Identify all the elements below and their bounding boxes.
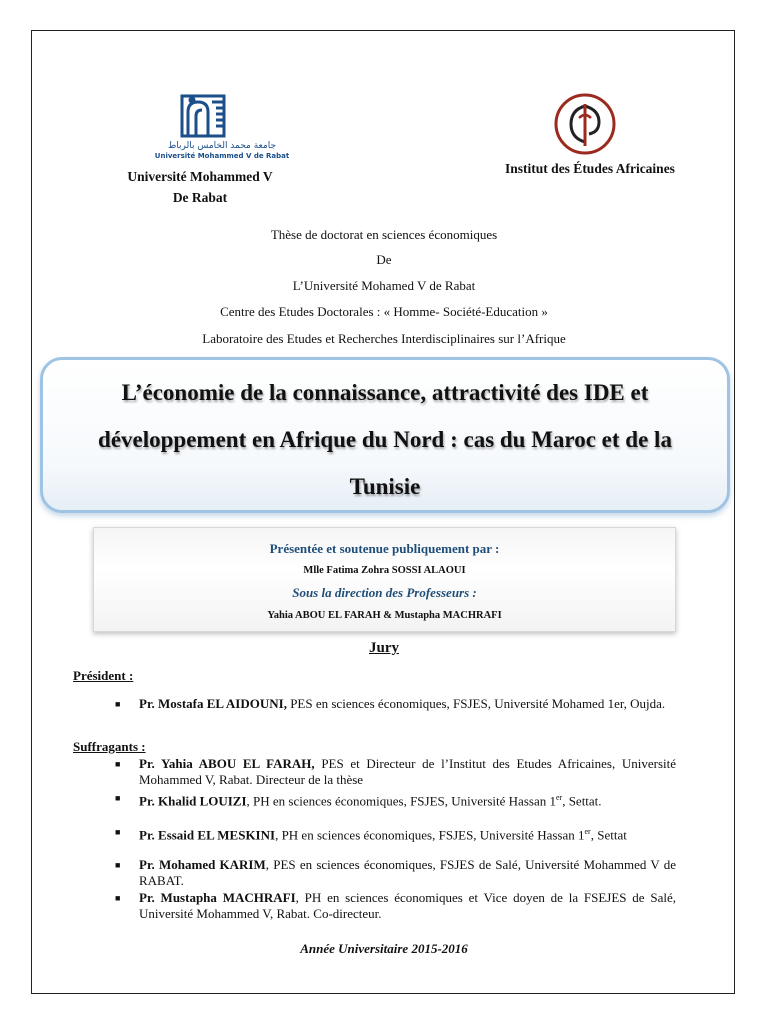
academic-year: Année Universitaire 2015-2016 bbox=[300, 941, 468, 956]
jury-title: Jury bbox=[369, 640, 399, 656]
member-desc: , PH en sciences économiques, FSJES, Université Hassan 1 bbox=[246, 793, 556, 809]
bullet-icon: ■ bbox=[115, 860, 121, 870]
institute-name: Institut des Études Africaines bbox=[505, 161, 675, 176]
member-desc: PES et Directeur de l’Institut des Etudes Africaines, Université Mohammed V, Rabat. Directeur de la thèse bbox=[139, 756, 677, 787]
member-desc: , PES en sciences économiques, FSJES de Salé, Université Mohammed V de RABAT. bbox=[139, 857, 676, 888]
thesis-type: Thèse de doctorat en sciences économiques bbox=[270, 227, 498, 242]
thesis-title-line3: Tunisie bbox=[349, 474, 421, 499]
directors-names: Yahia ABOU EL FARAH & Mustapha MACHRAFI bbox=[267, 610, 502, 621]
member-sup: er bbox=[584, 827, 591, 836]
member-name: Pr. Khalid LOUIZI bbox=[139, 793, 247, 809]
member-name: Pr. Mustapha MACHRAFI bbox=[139, 890, 296, 905]
thesis-de: De bbox=[376, 252, 392, 267]
university-name-line2: De Rabat bbox=[172, 190, 228, 205]
bullet-icon: ■ bbox=[115, 793, 121, 803]
suffragants-label: Suffragants : bbox=[73, 739, 146, 754]
thesis-title-line1: L’économie de la connaissance, attractivité des IDE et bbox=[121, 380, 649, 405]
presented-label: Présentée et soutenue publiquement par : bbox=[269, 541, 500, 556]
member-name: Pr. Mostafa EL AIDOUNI, bbox=[139, 696, 287, 711]
bullet-icon: ■ bbox=[115, 699, 121, 709]
bullet-icon: ■ bbox=[115, 759, 121, 769]
member-name: Pr. Yahia ABOU EL FARAH, bbox=[139, 756, 315, 771]
member-desc: , PH en sciences économiques et Vice doyen de la FSEJES de Salé, Université Mohammed V, Rabat. Co-directeur. bbox=[139, 890, 676, 921]
university-logo-arabic: جامعة محمد الخامس بالرباط bbox=[167, 141, 277, 151]
jury-member bbox=[117, 790, 676, 809]
bullet-icon: ■ bbox=[115, 893, 121, 903]
doctoral-center: Centre des Etudes Doctorales : « Homme- Société-Education » bbox=[220, 304, 548, 319]
thesis-title-box bbox=[40, 357, 730, 513]
jury-member bbox=[117, 824, 676, 843]
member-sup: er bbox=[555, 793, 563, 802]
thesis-title-line2: développement en Afrique du Nord : cas du Maroc et de la bbox=[98, 427, 672, 452]
jury-member-president bbox=[117, 696, 676, 712]
presentation-box bbox=[93, 527, 676, 632]
university-logo bbox=[154, 92, 290, 162]
jury-member bbox=[117, 890, 676, 922]
member-desc-end: , Settat bbox=[590, 827, 627, 843]
president-label: Président : bbox=[73, 668, 134, 683]
jury-member bbox=[117, 756, 676, 788]
bullet-icon: ■ bbox=[115, 827, 121, 837]
university-name-line1: Université Mohammed V bbox=[127, 169, 273, 184]
member-desc: PES en sciences économiques, FSJES, Université Mohamed 1er, Oujda. bbox=[286, 696, 666, 711]
member-desc-end: , Settat. bbox=[562, 793, 602, 809]
laboratory: Laboratoire des Etudes et Recherches Interdisciplinaires sur l’Afrique bbox=[202, 331, 566, 346]
member-name: Pr. Mohamed KARIM bbox=[139, 857, 266, 872]
member-name: Pr. Essaid EL MESKINI bbox=[139, 827, 276, 843]
university-logo-latin: Université Mohammed V de Rabat bbox=[154, 152, 290, 160]
candidate-name: Mlle Fatima Zohra SOSSI ALAOUI bbox=[303, 565, 466, 576]
direction-label: Sous la direction des Professeurs : bbox=[292, 585, 477, 600]
thesis-university: L’Université Mohamed V de Rabat bbox=[292, 278, 476, 293]
jury-member bbox=[117, 857, 676, 889]
institute-logo bbox=[553, 92, 617, 156]
university-name bbox=[95, 166, 305, 208]
member-desc: , PH en sciences économiques, FSJES, Université Hassan 1 bbox=[275, 827, 585, 843]
thesis-title bbox=[43, 369, 727, 510]
